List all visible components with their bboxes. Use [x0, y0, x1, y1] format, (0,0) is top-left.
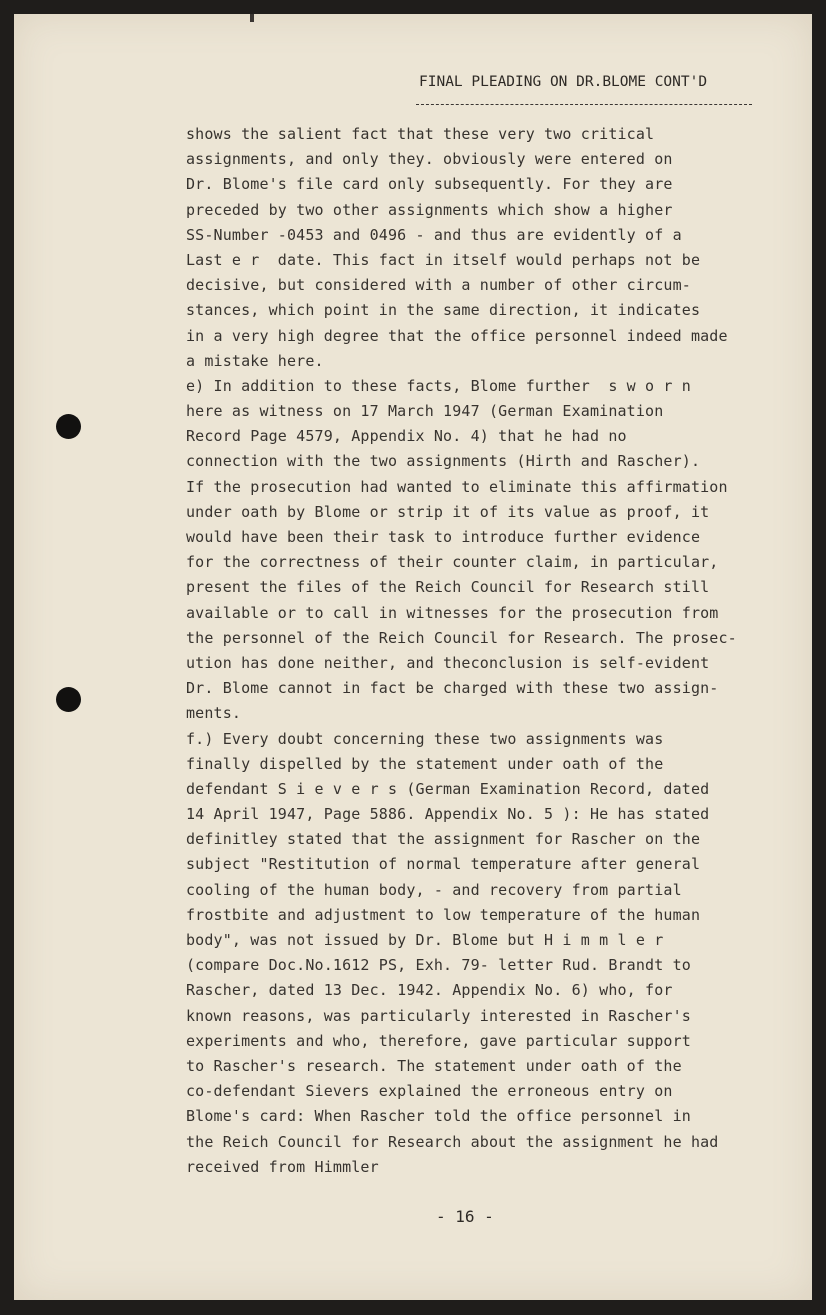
text-line: the personnel of the Reich Council for Research. The prosec- [186, 628, 737, 647]
text-line: Rascher, dated 13 Dec. 1942. Appendix No. 6) who, for [186, 981, 673, 1000]
text-line: assignments, and only they. obviously were entered on [186, 150, 673, 169]
text-line: e) In addition to these facts, Blome further s w o r n [186, 376, 691, 395]
text-line: available or to call in witnesses for the prosecution from [186, 603, 719, 622]
punch-hole-top [56, 414, 81, 439]
text-line: Dr. Blome's file card only subsequently. For they are [186, 175, 673, 194]
text-line: experiments and who, therefore, gave particular support [186, 1031, 691, 1050]
text-line: Record Page 4579, Appendix No. 4) that he had no [186, 427, 627, 446]
text-line: Blome's card: When Rascher told the office personnel in [186, 1107, 691, 1126]
text-line: preceded by two other assignments which show a higher [186, 200, 673, 219]
text-line: for the correctness of their counter claim, in particular, [186, 553, 719, 572]
punch-hole-bottom [56, 687, 81, 712]
text-line: received from Himmler [186, 1157, 379, 1176]
text-line: a mistake here. [186, 351, 324, 370]
text-line: f.) Every doubt concerning these two assignments was [186, 729, 664, 748]
text-line: finally dispelled by the statement under oath of the [186, 754, 664, 773]
text-line: definitley stated that the assignment for Rascher on the [186, 830, 701, 849]
text-line: decisive, but considered with a number of other circum- [186, 276, 691, 295]
text-line: defendant S i e v e r s (German Examination Record, dated [186, 779, 710, 798]
text-line: ments. [186, 704, 242, 723]
page-number: - 16 - [436, 1207, 494, 1226]
staple-mark [250, 14, 254, 22]
text-line: under oath by Blome or strip it of its value as proof, it [186, 502, 710, 521]
header-underline [416, 104, 752, 105]
text-line: If the prosecution had wanted to eliminate this affirmation [186, 477, 728, 496]
text-line: Last e r date. This fact in itself would perhaps not be [186, 250, 701, 269]
text-line: stances, which point in the same direction, it indicates [186, 301, 701, 320]
text-line: cooling of the human body, - and recovery from partial [186, 880, 682, 899]
text-line: to Rascher's research. The statement under oath of the [186, 1056, 682, 1075]
text-line: ution has done neither, and theconclusion is self-evident [186, 653, 710, 672]
page-header-title: FINAL PLEADING ON DR.BLOME CONT'D [419, 74, 708, 90]
text-line: in a very high degree that the office personnel indeed made [186, 326, 728, 345]
text-line: subject "Restitution of normal temperature after general [186, 855, 701, 874]
text-line: connection with the two assignments (Hirth and Rascher). [186, 452, 701, 471]
text-line: frostbite and adjustment to low temperature of the human [186, 905, 701, 924]
text-line: present the files of the Reich Council for Research still [186, 578, 710, 597]
text-line: Dr. Blome cannot in fact be charged with these two assign- [186, 679, 719, 698]
text-line: co-defendant Sievers explained the erroneous entry on [186, 1082, 673, 1101]
text-line: known reasons, was particularly interested in Rascher's [186, 1006, 691, 1025]
body-text [186, 122, 796, 1180]
text-line: body", was not issued by Dr. Blome but H i m m l e r [186, 931, 664, 949]
text-line: (compare Doc.No.1612 PS, Exh. 79- letter Rud. Brandt to [186, 956, 691, 975]
text-line: 14 April 1947, Page 5886. Appendix No. 5 ): He has stated [186, 805, 710, 824]
text-line: here as witness on 17 March 1947 (German Examination [186, 402, 664, 421]
text-line: SS-Number -0453 and 0496 - and thus are evidently of a [186, 225, 682, 244]
text-line: shows the salient fact that these very two critical [186, 125, 655, 143]
text-line: the Reich Council for Research about the assignment he had [186, 1132, 719, 1151]
text-line: would have been their task to introduce further evidence [186, 528, 701, 546]
